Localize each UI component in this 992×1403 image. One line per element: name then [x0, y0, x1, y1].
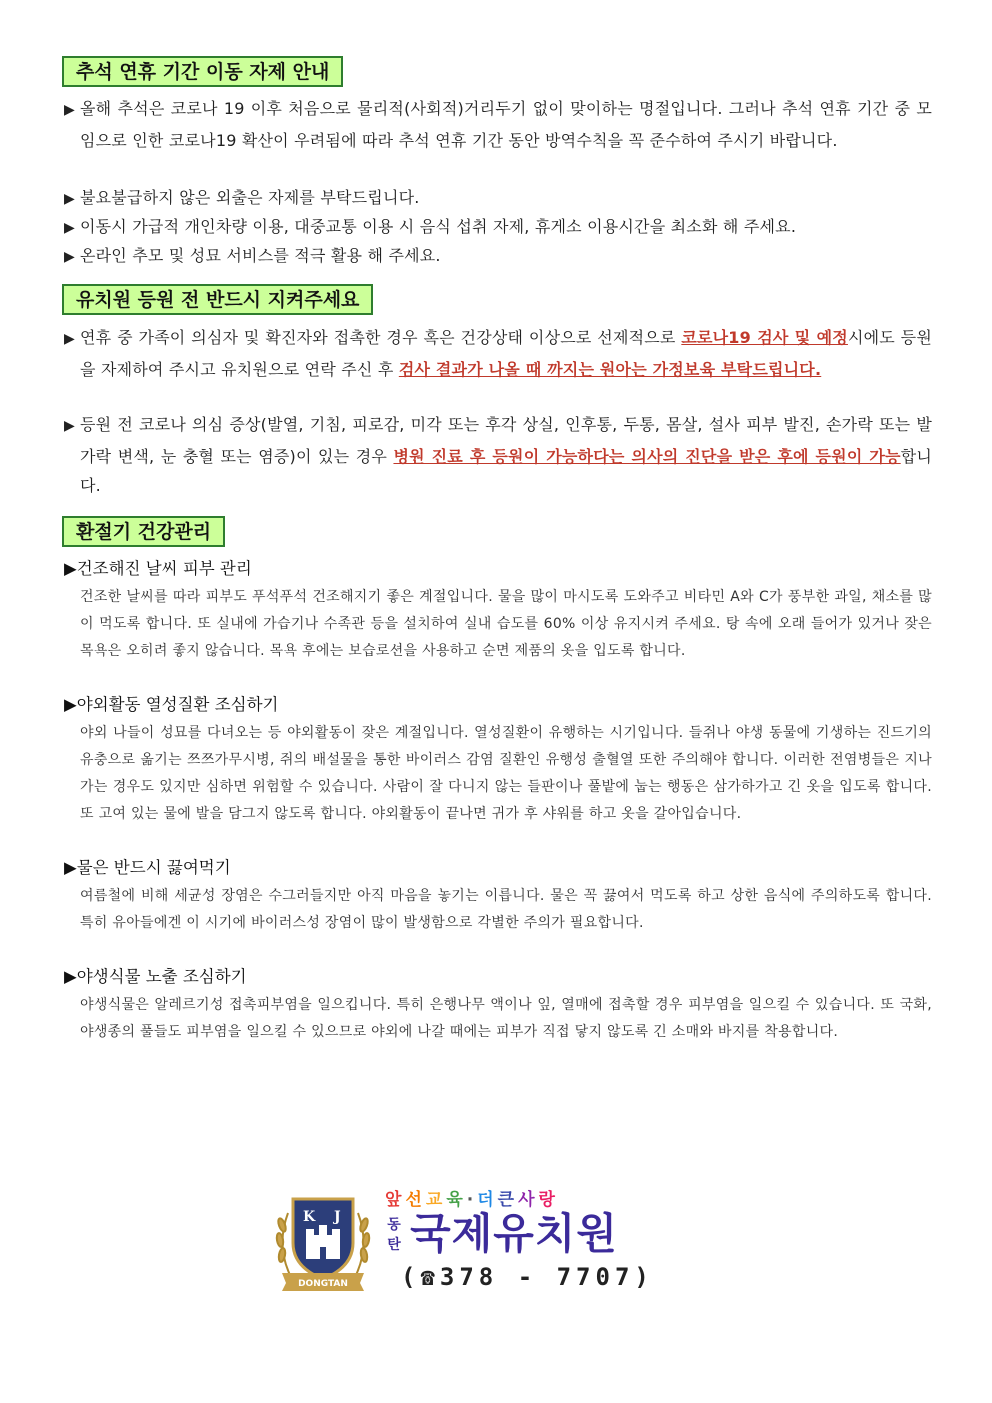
highlight-text: 병원 진료 후 등원이 가능하다는 의사의 진단을 받은 후에 등원이 가능: [393, 446, 901, 466]
bullet-text: 등원 전 코로나 의심 증상(발열, 기침, 피로감, 미각 또는 후각 상실, 인후통, 두통, 몸살, 설사 피부 발진, 손가락 또는 발가락 변색, 눈 충혈 또는 염증)이 있는 경우: [80, 415, 932, 466]
section-title-seasonal-health: 환절기 건강관리: [62, 516, 225, 547]
slogan-char: 선: [405, 1190, 426, 1210]
bullet-text: 온라인 추모 및 성묘 서비스를 적극 활용 해 주세요.: [80, 246, 441, 265]
location-char: 탄: [387, 1237, 401, 1253]
emblem-ribbon-text: DONGTAN: [298, 1279, 348, 1289]
phone-number: (☎378 - 7707): [401, 1263, 654, 1291]
list-item: [64, 241, 932, 273]
school-emblem-icon: [268, 1185, 378, 1295]
list-item: [64, 94, 932, 155]
slogan-char: 랑: [538, 1190, 559, 1210]
slogan-char: 앞: [385, 1190, 406, 1210]
subheading-skin-care: ▶건조해진 날씨 피부 관리: [64, 559, 252, 578]
paragraph-febrile-disease: 야외 나들이 성묘를 다녀오는 등 야외활동이 잦은 계절입니다. 열성질환이 유행하는 시기입니다. 들쥐나 야생 동물에 기생하는 진드기의 유충으로 옮기는 쯔쯔가무시병, 쥐의 배설물을 통한 바이러스 감염 질환인 유행성 출혈열 또한 주의해야 합니다. 이러한 전염병들은 지나가는 경우도 있지만 심하면 위험할 수 있습니다. 사람이 잘 다니지 않는 들판이나 풀밭에 눕는 행동은 삼가하가고 긴 옷을 입도록 합니다. 또 고여 있는 물에 발을 담그지 않도록 합니다. 야외활동이 끝나면 귀가 후 샤워를 하고 옷을 갈아입습니다.: [80, 725, 932, 822]
bullet-text: 불요불급하지 않은 외출은 자제를 부탁드립니다.: [80, 188, 420, 207]
bullet-text: 합니다.: [80, 446, 933, 495]
emblem-letter-k: K: [303, 1209, 316, 1225]
list-item: [64, 323, 932, 384]
bullet-arrow-icon: ▶: [64, 331, 75, 347]
slogan-char: 육: [446, 1190, 467, 1210]
paragraph-wild-plants: 야생식물은 알레르기성 접촉피부염을 일으킵니다. 특히 은행나무 액이나 잎, 열매에 접촉할 경우 피부염을 일으킬 수 있습니다. 또 국화, 야생종의 풀들도 피부염을 일으킬 수 있으므로 야외에 나갈 때에는 피부가 직접 닿지 않도록 긴 소매와 바지를 착용합니다.: [80, 997, 932, 1040]
kindergarten-name: [383, 1209, 618, 1261]
list-item: [64, 212, 932, 244]
bullet-text: 올해 추석은 코로나 19 이후 처음으로 물리적(사회적)거리두기 없이 맞이하는 명절입니다. 그러나 추석 연휴 기간 중 모임으로 인한 코로나19 확산이 우려됨에 따라 추석 연휴 기간 동안 방역수칙을 꼭 준수하여 주시기 바랍니다.: [80, 99, 932, 150]
bullet-arrow-icon: ▶: [64, 220, 75, 236]
subheading-boil-water: ▶물은 반드시 끓여먹기: [64, 858, 231, 877]
location-char: 동: [387, 1217, 401, 1233]
slogan: [385, 1185, 559, 1210]
highlight-text: 코로나19 검사 및 예정: [681, 328, 848, 347]
slogan-char: 사: [518, 1190, 539, 1210]
slogan-char: 큰: [497, 1190, 519, 1210]
slogan-char: ·: [466, 1190, 478, 1210]
kindergarten-name-text: 국제유치원: [410, 1209, 618, 1258]
paragraph-boil-water: 여름철에 비해 세균성 장염은 수그러들지만 아직 마음을 놓기는 이릅니다. 물은 꼭 끓여서 먹도록 하고 상한 음식에 주의하도록 합니다. 특히 유아들에겐 이 시기에 바이러스성 장염이 많이 발생함으로 각별한 주의가 필요합니다.: [80, 888, 932, 931]
list-item: [64, 410, 932, 501]
kindergarten-logo: [268, 1185, 708, 1295]
bullet-arrow-icon: ▶: [64, 102, 75, 118]
list-item: [64, 183, 932, 215]
bullet-arrow-icon: ▶: [64, 418, 75, 434]
bullet-text: 이동시 가급적 개인차량 이용, 대중교통 이용 시 음식 섭취 자제, 휴게소 이용시간을 최소화 해 주세요.: [80, 217, 797, 236]
bullet-text: 시에도 등원을 자제하여 주시고 유치원으로 연락 주신 후: [80, 328, 932, 379]
paragraph-skin-care: 건조한 날씨를 따라 피부도 푸석푸석 건조해지기 좋은 계절입니다. 물을 많이 마시도록 도와주고 비타민 A와 C가 풍부한 과일, 채소를 많이 먹도록 합니다. 또 실내에 가습기나 수족관 등을 설치하여 실내 습도를 60% 이상 유지시켜 주세요. 탕 속에 오래 들어가 있거나 잦은 목욕은 오히려 좋지 않습니다. 목욕 후에는 보습로션을 사용하고 순면 제품의 옷을 입도록 합니다.: [80, 589, 932, 659]
subheading-febrile-disease: ▶야외활동 열성질환 조심하기: [64, 695, 279, 714]
slogan-char: 더: [477, 1190, 498, 1210]
section-title-before-attendance: 유치원 등원 전 반드시 지켜주세요: [62, 284, 373, 315]
slogan-char: 교: [425, 1190, 447, 1210]
emblem-letter-j: J: [334, 1209, 341, 1225]
highlight-text: 검사 결과가 나올 때 까지는 원아는 가정보육 부탁드립니다.: [398, 359, 822, 379]
location-stack: [383, 1209, 405, 1255]
subheading-wild-plants: ▶야생식물 노출 조심하기: [64, 967, 247, 986]
section-title-chuseok: 추석 연휴 기간 이동 자제 안내: [62, 56, 343, 87]
bullet-arrow-icon: ▶: [64, 191, 75, 207]
bullet-text: 연휴 중 가족이 의심자 및 확진자와 접촉한 경우 혹은 건강상태 이상으로 선제적으로: [80, 328, 682, 347]
bullet-arrow-icon: ▶: [64, 249, 75, 265]
